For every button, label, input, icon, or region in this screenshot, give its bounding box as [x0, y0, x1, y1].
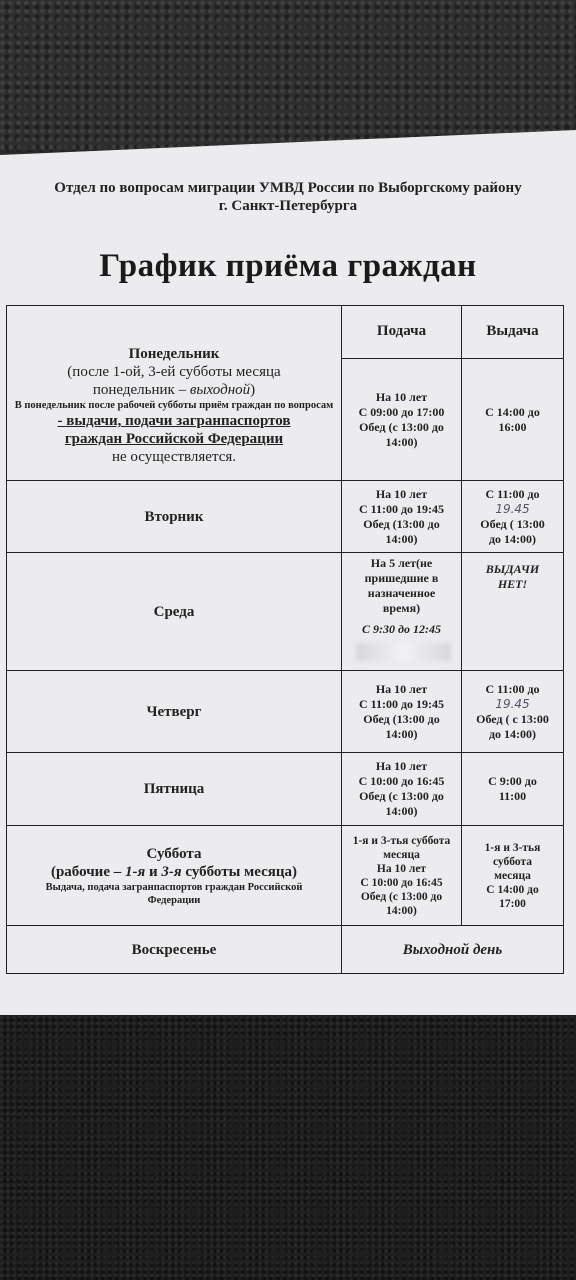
- monday-note2c: ): [250, 382, 256, 398]
- thursday-issue-cell: [462, 671, 563, 752]
- tuesday-issue-cell: [462, 481, 563, 552]
- monday-submit-line: 14:00): [385, 434, 418, 449]
- monday-issue-line: 16:00: [498, 419, 527, 434]
- saturday-submit-cell: [342, 826, 461, 925]
- tuesday-submit-cell: [342, 481, 461, 552]
- tuesday-issue-line: до 14:00): [488, 531, 537, 546]
- wednesday-submit-line: назначенное: [367, 585, 436, 600]
- sunday-status: Выходной день: [402, 941, 503, 958]
- org-name-line1: Отдел по вопросам миграции УМВД России по Выборгскому району: [54, 180, 522, 196]
- saturday-day-cell: [8, 826, 340, 925]
- wednesday-issue-line: ВЫДАЧИ: [485, 562, 540, 576]
- monday-note2a: понедельник –: [92, 382, 190, 398]
- wednesday-submit-line: На 5 лет(не: [370, 555, 433, 570]
- saturday-note-c: и: [145, 863, 162, 880]
- thursday-submit-line: Обед (13:00 до: [363, 711, 440, 726]
- friday-submit-line: Обед (с 13:00 до: [359, 789, 444, 803]
- column-header-submit: Подача: [376, 323, 427, 339]
- tuesday-handwritten-time: 19.45: [495, 501, 530, 516]
- saturday-note-a: (рабочие –: [50, 863, 125, 880]
- friday-submit-line: С 10:00 до 16:45: [358, 774, 445, 788]
- monday-note2: [93, 381, 255, 399]
- friday-issue-line: 11:00: [498, 789, 527, 803]
- friday-submit-line: 14:00): [385, 804, 418, 818]
- background-texture-top: [0, 0, 576, 150]
- friday-issue-line: С 9:00 до: [488, 774, 537, 788]
- monday-submit-line: С 09:00 до 17:00: [358, 404, 445, 419]
- monday-label: Понедельник: [128, 346, 220, 362]
- monday-submit-line: Обед (с 13:00 до: [359, 419, 444, 434]
- saturday-issue-line: 17:00: [499, 897, 526, 910]
- saturday-submit-line: месяца: [383, 848, 420, 861]
- friday-issue-cell: [462, 753, 563, 825]
- tuesday-submit-line: С 11:00 до 19:45: [358, 501, 445, 516]
- thursday-submit-line: С 11:00 до 19:45: [358, 696, 445, 711]
- wednesday-submit-cell: [342, 555, 461, 637]
- monday-note5: граждан Российской Федерации: [64, 431, 284, 447]
- monday-note2b: выходной: [189, 382, 251, 398]
- saturday-note3: Федерации: [147, 894, 201, 906]
- tuesday-issue-line: С 11:00 до: [485, 486, 540, 501]
- thursday-submit-line: 14:00): [385, 726, 418, 741]
- column-header-issue: Выдача: [486, 323, 539, 339]
- monday-submit-line: На 10 лет: [375, 389, 428, 404]
- friday-submit-line: На 10 лет: [375, 759, 428, 773]
- saturday-label: Суббота: [146, 845, 202, 862]
- monday-issue-cell: [462, 359, 563, 480]
- saturday-issue-line: месяца: [494, 869, 531, 882]
- saturday-issue-line: суббота: [492, 855, 533, 868]
- saturday-note-b: 1-я: [124, 863, 146, 880]
- saturday-note-d: 3-я: [161, 863, 182, 880]
- tuesday-issue-line: Обед ( 13:00: [480, 516, 545, 531]
- friday-submit-cell: [342, 753, 461, 825]
- wednesday-issue-cell: [462, 557, 563, 597]
- wednesday-label: Среда: [153, 603, 195, 620]
- thursday-handwritten-time: 19.45: [495, 696, 530, 711]
- monday-note3: В понедельник после рабочей субботы приём граждан по вопросам: [14, 400, 334, 411]
- saturday-submit-line: Обед (с 13:00 до: [360, 890, 443, 903]
- thursday-issue-line: до 14:00): [488, 726, 537, 741]
- saturday-submit-line: 1-я и 3-тья суббота: [352, 834, 451, 847]
- wednesday-submit-line: время): [382, 600, 421, 615]
- blurred-area: [356, 643, 451, 661]
- thursday-issue-line: С 11:00 до: [485, 681, 540, 696]
- saturday-issue-line: С 14:00 до: [486, 883, 539, 896]
- table-border-bottom: [6, 973, 564, 974]
- saturday-note-e: субботы месяца): [181, 863, 298, 880]
- saturday-submit-line: С 10:00 до 16:45: [360, 876, 443, 889]
- thursday-label: Четверг: [146, 703, 202, 720]
- saturday-submit-line: 14:00): [386, 904, 417, 917]
- monday-note1: (после 1-ой, 3-ей субботы месяца: [67, 364, 281, 380]
- page-title: График приёма граждан: [99, 248, 477, 284]
- schedule-table: [6, 305, 564, 975]
- saturday-submit-line: На 10 лет: [376, 862, 427, 875]
- org-name-line2: г. Санкт-Петербурга: [218, 198, 358, 214]
- background-texture-bottom: [0, 1015, 576, 1280]
- thursday-submit-line: На 10 лет: [375, 681, 428, 696]
- monday-note6: не осуществляется.: [111, 449, 237, 465]
- tuesday-submit-line: На 10 лет: [375, 486, 428, 501]
- thursday-issue-line: Обед ( с 13:00: [476, 711, 549, 726]
- friday-label: Пятница: [143, 781, 205, 797]
- tuesday-label: Вторник: [144, 508, 204, 525]
- sunday-label: Воскресенье: [131, 941, 217, 958]
- monday-note4: - выдачи, подачи загранпаспортов: [57, 413, 291, 429]
- wednesday-submit-line: пришедшие в: [364, 570, 439, 585]
- monday-day-cell: [8, 333, 340, 478]
- table-border-left: [6, 305, 7, 973]
- saturday-note1: [51, 863, 297, 881]
- thursday-submit-cell: [342, 671, 461, 752]
- monday-submit-cell: [342, 359, 461, 480]
- table-border-right: [563, 305, 564, 973]
- saturday-issue-line: 1-я и 3-тья: [484, 841, 541, 854]
- wednesday-issue-line: НЕТ!: [497, 577, 528, 591]
- tuesday-submit-line: 14:00): [385, 531, 418, 546]
- wednesday-submit-time: С 9:30 до 12:45: [362, 621, 441, 636]
- saturday-issue-cell: [462, 826, 563, 925]
- tuesday-submit-line: Обед (13:00 до: [363, 516, 440, 531]
- saturday-note2: Выдача, подача загранпаспортов граждан Российской: [45, 881, 303, 893]
- monday-issue-line: С 14:00 до: [485, 404, 540, 419]
